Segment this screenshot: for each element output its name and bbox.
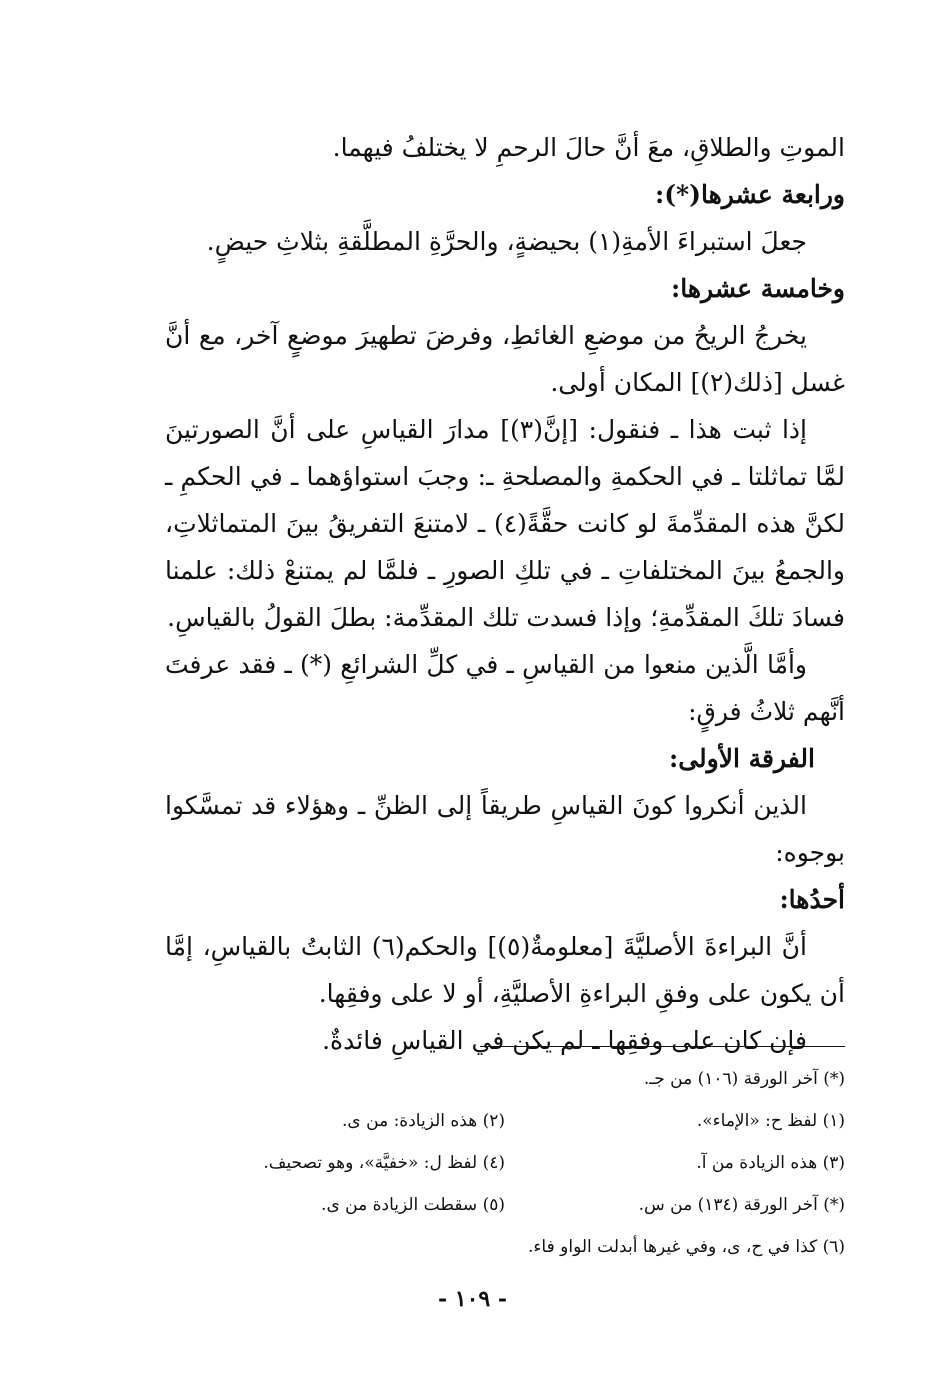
footnote: (٥) سقطت الزيادة من ى. [321,1195,505,1215]
paragraph: يخرجُ الريحُ من موضعِ الغائطِ، وفرضَ تطهيرَ موضعٍ آخر، مع أنَّ غسل [ذلك(٢)] المكان أولى. [165,321,845,397]
footnote: (٦) كذا في ح، ى، وفي غيرها أبدلت الواو فاء. [528,1237,845,1257]
footnote: (*) آخر الورقة (١٠٦) من جـ. [643,1069,845,1089]
footnote: (*) آخر الورقة (١٣٤) من س. [638,1195,845,1215]
footnote-row [165,1100,845,1142]
paragraph: إذا ثبت هذا ـ فنقول: [إنَّ(٣)] مدارَ القياسِ على أنَّ الصورتينَ لمَّا تماثلتا ـ في الحكمةِ والمصلحةِ ـ: وجبَ استواؤهما ـ في الحكمِ ـ لكنَّ هذه المقدِّمةَ لو كانت حقَّةً(٤) ـ لامتنعَ التفريقُ بينَ المتماثلاتِ، والجمعُ بينَ المختلفاتِ ـ في تلكِ الصورِ ـ فلمَّا لم يمتنعْ ذلك: علمنا فسادَ تلكَ المقدِّمةِ؛ وإذا فسدت تلك المقدِّمة: بطلَ القولُ بالقياسِ. [165,415,845,632]
footnotes [165,1058,845,1268]
footnote-divider [480,1046,845,1047]
footnote-row [165,1184,845,1226]
paragraph: الذين أنكروا كونَ القياسِ طريقاً إلى الظنِّ ـ وهؤلاء قد تمسَّكوا بوجوه: [165,791,845,867]
section-heading: الفرقة الأولى: [668,744,815,773]
section-heading: أحدُها: [779,885,845,914]
paragraph: أنَّ البراءةَ الأصليَّةَ [معلومةٌ(٥)] والحكم(٦) الثابتُ بالقياسِ، إمَّا أن يكون على وفقِ البراءةِ الأصليَّةِ، أو لا على وفقِها. [165,932,845,1008]
footnote: (٤) لفظ ل: «خفيَّة»، وهو تصحيف. [263,1153,505,1173]
page-number: - ١٠٩ - [437,1286,508,1312]
footnote: (١) لفظ ح: «الإماء». [696,1111,845,1131]
footnote-row [165,1142,845,1184]
paragraph: فإن كان على وفقِها ـ لم يكن في القياسِ فائدةٌ. [322,1026,807,1055]
section-heading: ورابعة عشرها(*): [655,180,845,209]
paragraph: جعلَ استبراءَ الأمةِ(١) بحيضةٍ، والحرَّةِ المطلَّقةِ بثلاثِ حيضٍ. [206,227,807,256]
footnote-row [165,1058,845,1100]
footnote-row [165,1226,845,1268]
footnote: (٣) هذه الزيادة من آ. [696,1153,845,1173]
main-text [165,124,845,1064]
paragraph: وأمَّا الَّذين منعوا من القياسِ ـ في كلِّ الشرائعِ (*) ـ فقد عرفتَ أنَّهم ثلاثُ فرقٍ: [165,650,845,726]
paragraph: الموتِ والطلاقِ، معَ أنَّ حالَ الرحمِ لا يختلفُ فيهما. [332,133,845,162]
section-heading: وخامسة عشرها: [671,274,845,303]
footnote: (٢) هذه الزيادة: من ى. [342,1111,505,1131]
